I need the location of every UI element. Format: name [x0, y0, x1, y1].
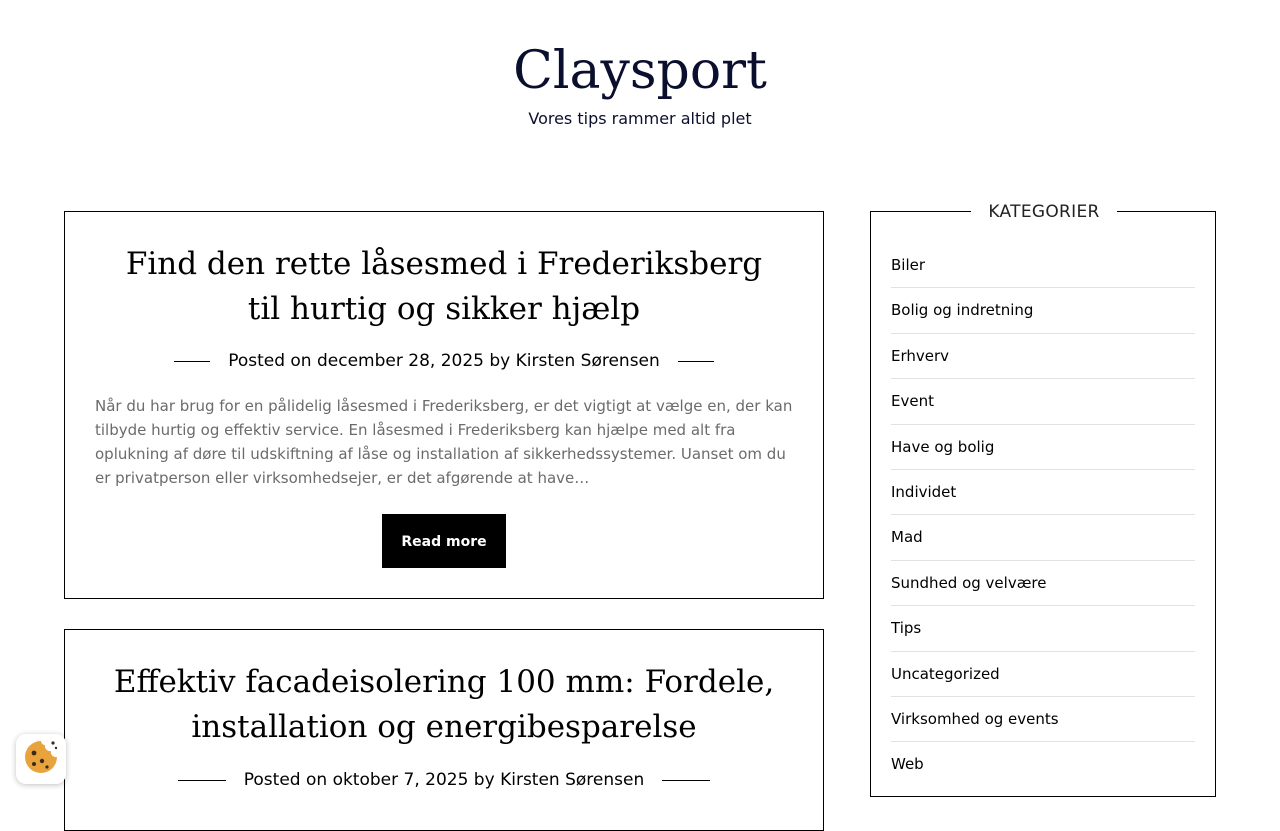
site-title[interactable]: Claysport [513, 41, 767, 101]
category-link-virksomhed-og-events[interactable]: Virksomhed og events [891, 697, 1195, 742]
meta-divider [174, 361, 210, 362]
category-link-event[interactable]: Event [891, 379, 1195, 424]
category-link-individet[interactable]: Individet [891, 470, 1195, 515]
read-more-button[interactable]: Read more [382, 514, 506, 568]
by-label: by [483, 351, 516, 371]
category-link-sundhed-og-velvaere[interactable]: Sundhed og velvære [891, 561, 1195, 606]
category-link-bolig-og-indretning[interactable]: Bolig og indretning [891, 288, 1195, 333]
meta-divider [178, 780, 226, 781]
post-card [64, 211, 824, 599]
posted-on-label: Posted on [243, 770, 333, 790]
post-card [64, 629, 824, 831]
category-link-web[interactable]: Web [891, 755, 924, 774]
post-author-link[interactable]: Kirsten Sørensen [500, 770, 645, 790]
post-author-link[interactable]: Kirsten Sørensen [515, 351, 660, 371]
post-meta [65, 768, 823, 792]
categories-widget [870, 202, 1216, 797]
meta-text [244, 770, 644, 790]
cookie-settings-button[interactable] [16, 734, 66, 784]
category-link-have-og-bolig[interactable]: Have og bolig [891, 425, 1195, 470]
post-excerpt: Når du har brug for en pålidelig låsesmed i Frederiksberg, er det vigtigt at vælge en, der kan tilbyde hurtig og effektiv service. En låsesmed i Frederiksberg kan hjælpe med alt fra oplukning af døre til udskiftning af låse og installation af sikkerhedssystemer. Uanset om du er privatperson eller virksomhedsejer, er det afgørende at have… [95, 397, 793, 487]
posted-on-label: Posted on [228, 351, 317, 371]
meta-text [228, 351, 660, 371]
post-title[interactable]: Effektiv facadeisolering 100 mm: Fordele, installation og energibesparelse [113, 664, 775, 745]
meta-divider [678, 361, 714, 362]
cookie-icon [23, 739, 59, 779]
category-link-uncategorized[interactable]: Uncategorized [891, 652, 1195, 697]
category-list [891, 243, 1195, 788]
site-tagline: Vores tips rammer altid plet [528, 109, 752, 128]
meta-divider [662, 780, 710, 781]
post-date-link[interactable]: december 28, 2025 [317, 351, 484, 371]
category-link-biler[interactable]: Biler [891, 243, 1195, 288]
category-link-mad[interactable]: Mad [891, 515, 1195, 560]
post-date-link[interactable]: oktober 7, 2025 [332, 770, 469, 790]
post-title[interactable]: Find den rette låsesmed i Frederiksberg til hurtig og sikker hjælp [125, 246, 763, 327]
category-link-tips[interactable]: Tips [891, 606, 1195, 651]
widget-title: KATEGORIER [971, 199, 1117, 225]
by-label: by [468, 770, 501, 790]
post-meta [65, 349, 823, 373]
category-link-erhverv[interactable]: Erhverv [891, 334, 1195, 379]
